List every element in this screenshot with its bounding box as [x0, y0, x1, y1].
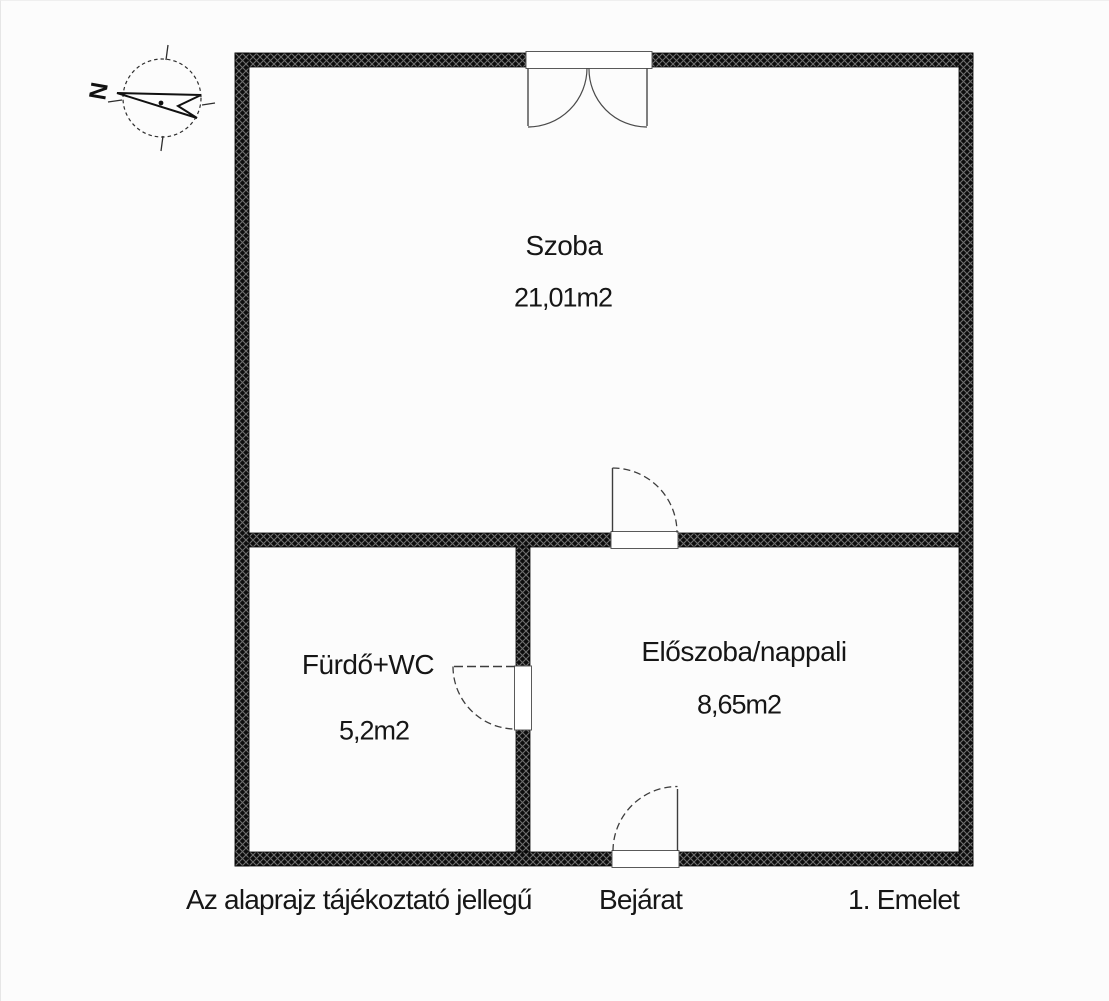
compass-center-dot — [159, 101, 164, 106]
room-label-eloszoba-nappali: Előszoba/nappali — [641, 636, 847, 667]
north-label: N — [84, 80, 114, 103]
wall-right — [959, 53, 973, 866]
double-door-top — [528, 68, 647, 127]
door-entrance — [613, 787, 678, 852]
wall-interior-horizontal — [249, 533, 959, 547]
compass-north-indicator — [84, 45, 215, 151]
opening-entrance-door — [612, 851, 679, 868]
opening-balcony-door — [526, 52, 652, 69]
door-swing-arc-right — [589, 68, 647, 127]
door-bathroom — [453, 667, 516, 730]
floor-level-label: 1. Emelet — [848, 884, 960, 915]
doors — [453, 68, 678, 851]
door-szoba — [613, 468, 678, 533]
door-swing-arc — [613, 468, 678, 533]
floorplan-drawing — [1, 1, 1109, 1001]
disclaimer-text: Az alaprajz tájékoztató jellegű — [186, 884, 532, 915]
entrance-label: Bejárat — [599, 884, 683, 915]
wall-openings — [515, 52, 680, 868]
opening-bathroom-door — [515, 666, 532, 730]
door-swing-arc — [613, 787, 678, 852]
north-arrow — [117, 93, 201, 118]
room-area-furdo-wc: 5,2m2 — [338, 715, 410, 746]
room-area-szoba: 21,01m2 — [513, 282, 613, 313]
door-swing-arc-left — [528, 68, 587, 127]
opening-szoba-door — [611, 532, 678, 549]
wall-left — [235, 53, 249, 866]
room-area-eloszoba-nappali: 8,65m2 — [696, 689, 782, 720]
room-label-szoba: Szoba — [525, 230, 603, 261]
room-label-furdo-wc: Fürdő+WC — [301, 649, 435, 680]
wall-bottom — [235, 852, 973, 866]
door-swing-arc — [453, 667, 516, 730]
